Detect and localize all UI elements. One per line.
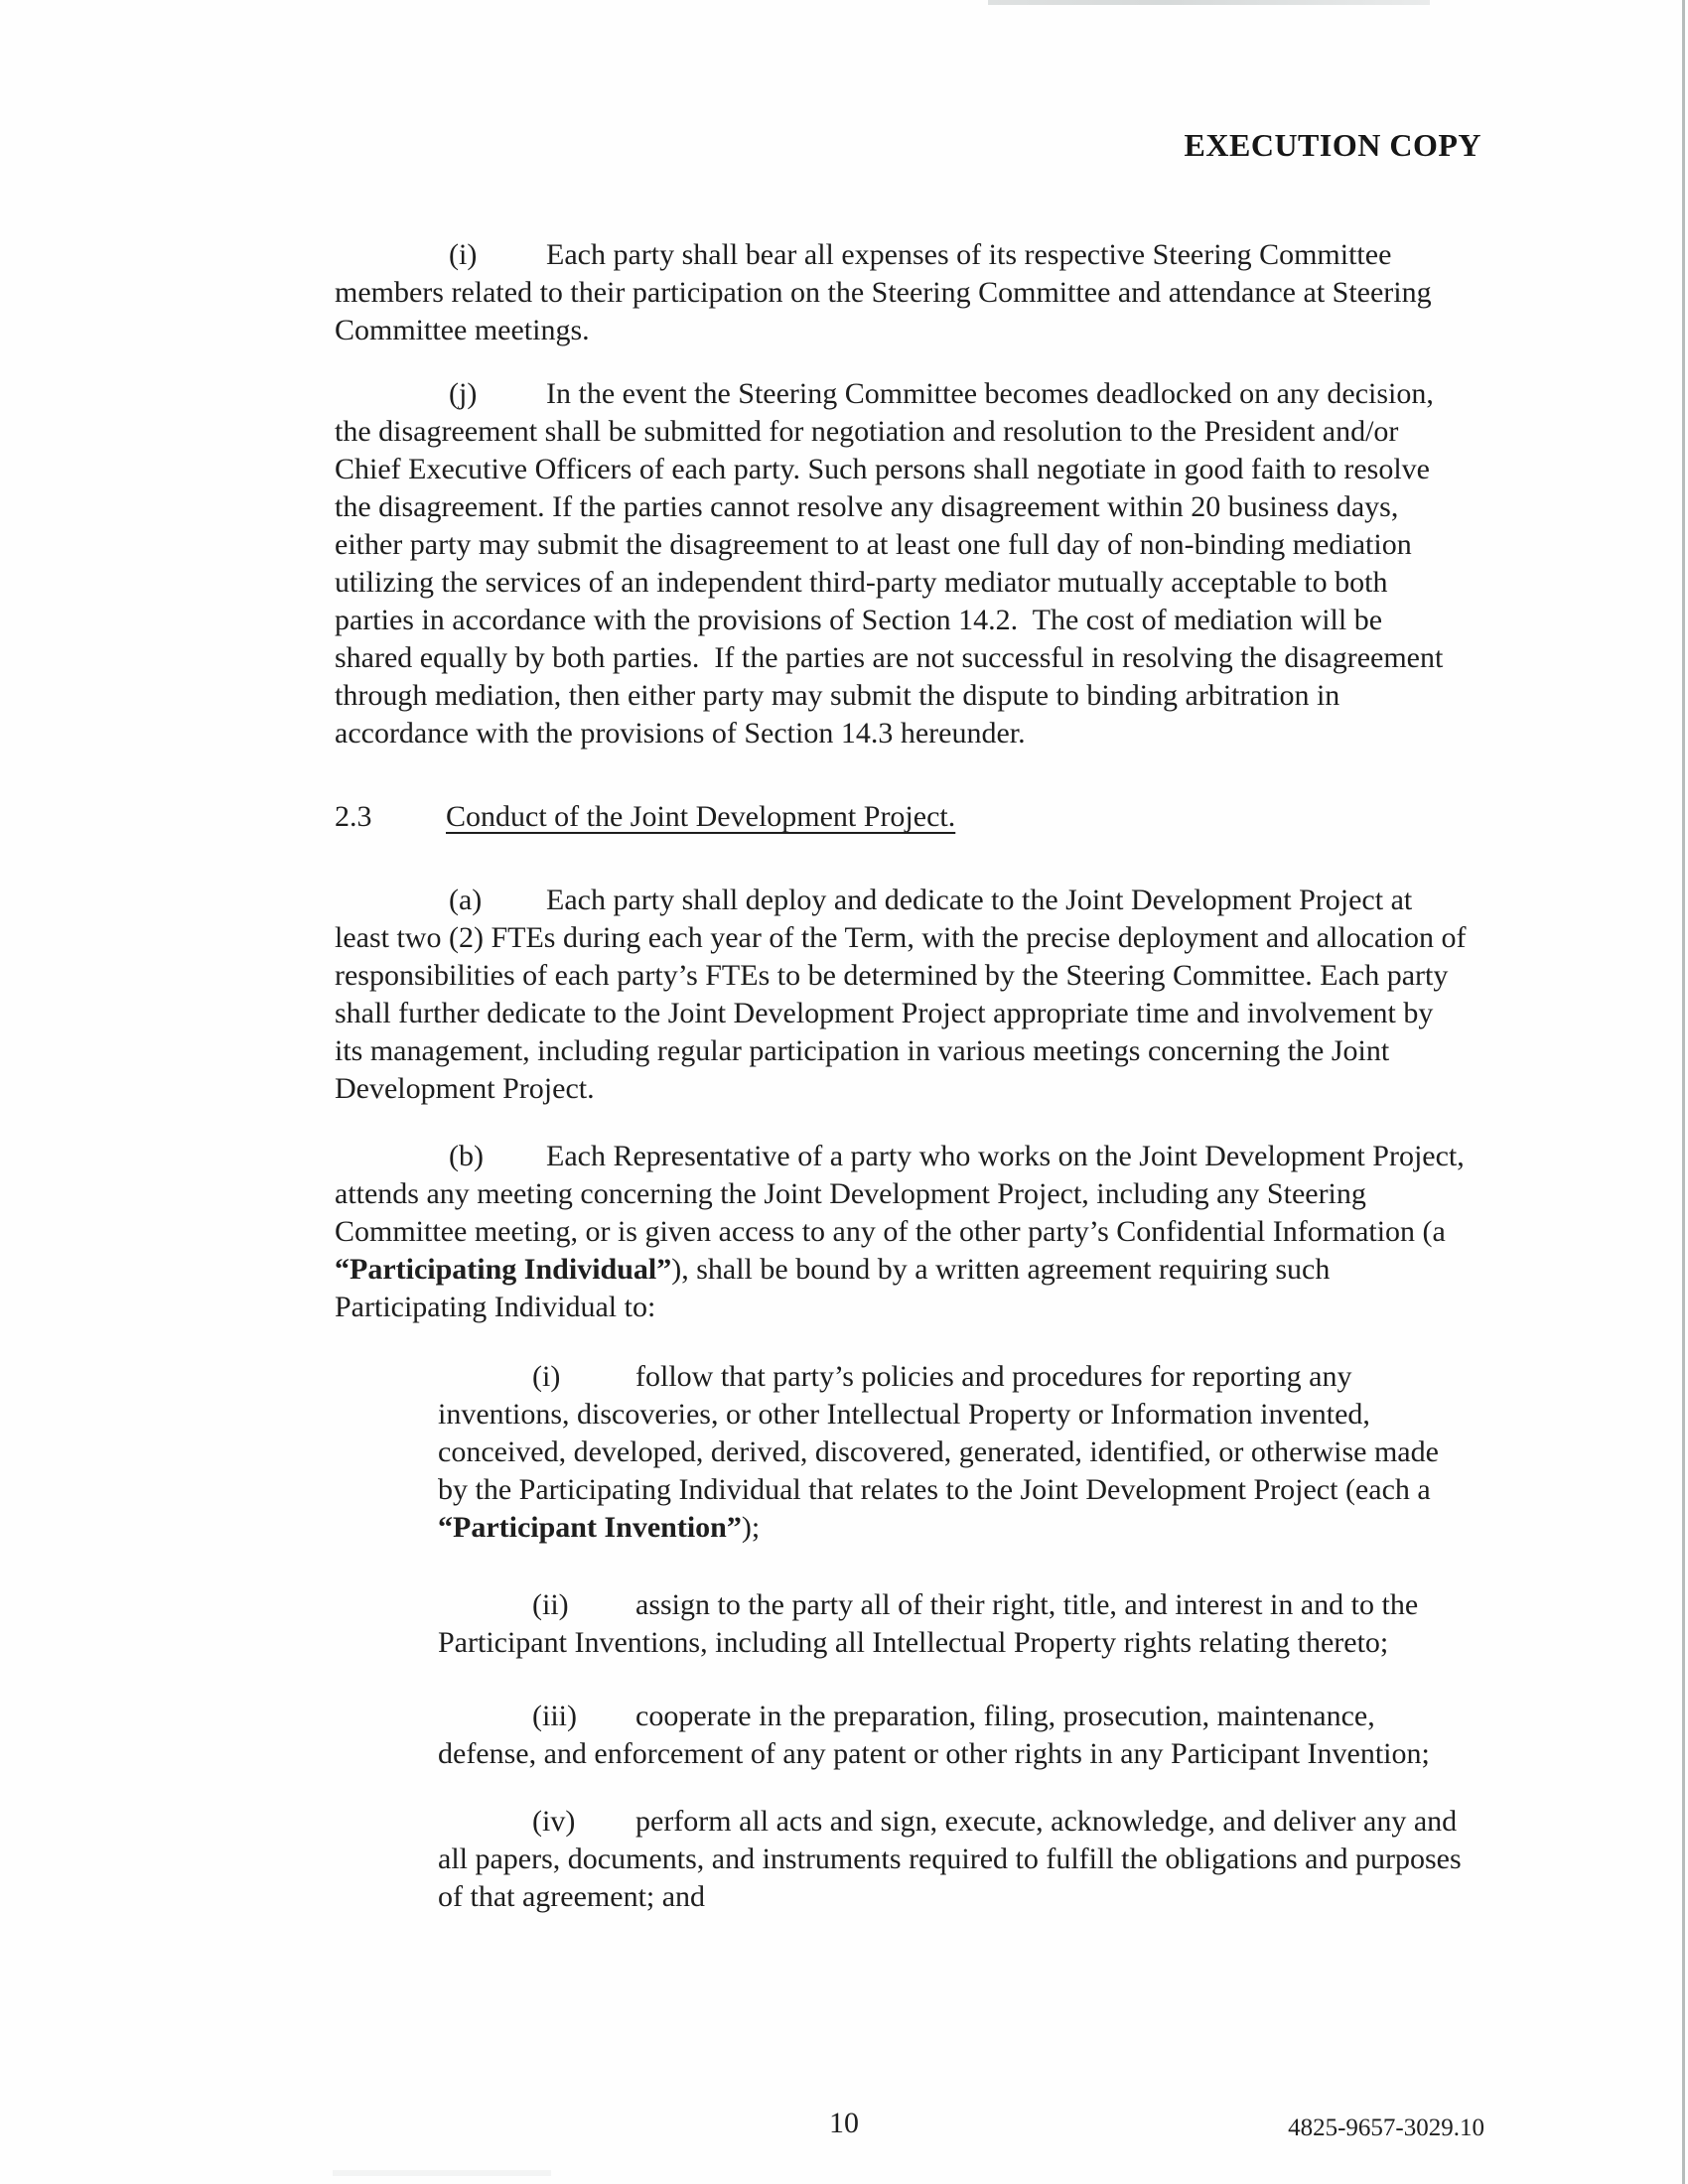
subparagraph-ii bbox=[438, 1586, 1467, 1662]
section-title: Conduct of the Joint Development Project. bbox=[446, 800, 956, 833]
paragraph-j-text: In the event the Steering Committee becomes deadlocked on any decision, the disagreement shall be submitted for negotiation and resolution to the President and/or Chief Executive Officers of each party. Such persons shall negotiate in good faith to resolve the disagreement. If the parties cannot resolve any disagreement within 20 business days, either party may submit the disagreement to at least one full day of non-binding mediation utilizing the services of an independent third-party mediator mutually acceptable to both parties in accordance with the provisions of Section 14.2. The cost of mediation will be shared equally by both parties. If the parties are not successful in resolving the disagreement through mediation, then either party may submit the dispute to binding arbitration in accordance with the provisions of Section 14.3 hereunder. bbox=[335, 377, 1451, 750]
subparagraph-i bbox=[438, 1358, 1467, 1547]
subparagraph-ii-text: assign to the party all of their right, title, and interest in and to the Participant Inventions, including all Intellectual Property rights relating thereto; bbox=[438, 1588, 1426, 1659]
paragraph-b bbox=[335, 1138, 1473, 1326]
paragraph-a-text: Each party shall deploy and dedicate to the Joint Development Project at least two (2) FTEs during each year of the Term, with the precise deployment and allocation of responsibilities of each party’s FTEs to be determined by the Steering Committee. Each party shall further dedicate to the Joint Development Project appropriate time and involvement by its management, including regular participation in various meetings concerning the Joint Development Project. bbox=[335, 884, 1474, 1105]
subparagraph-i-text-pre: follow that party’s policies and procedures for reporting any inventions, discoveries, or other Intellectual Property or Information invented, conceived, developed, derived, discovered, generated, identified, or otherwise made by the Participating Individual that relates to the Joint Development Project (each a bbox=[438, 1360, 1447, 1506]
subparagraph-ii-label: (ii) bbox=[532, 1588, 569, 1621]
subparagraph-iii-text: cooperate in the preparation, filing, prosecution, maintenance, defense, and enforcement of any patent or other rights in any Participant Invention; bbox=[438, 1700, 1430, 1770]
paragraph-j bbox=[335, 375, 1467, 752]
execution-copy-label: EXECUTION COPY bbox=[1184, 127, 1481, 163]
subparagraph-iv-text: perform all acts and sign, execute, acknowledge, and deliver any and all papers, documents, and instruments required to fulfill the obligations and purposes of that agreement; and bbox=[438, 1805, 1470, 1913]
section-heading-2-3 bbox=[335, 798, 1467, 836]
scan-artifact-top-streak bbox=[988, 0, 1430, 5]
paragraph-i-text: Each party shall bear all expenses of its respective Steering Committee members related to their participation on the Steering Committee and attendance at Steering Committee meetings. bbox=[335, 238, 1440, 346]
paragraph-b-text-post: ), shall be bound by a written agreement requiring such Participating Individual to: bbox=[335, 1253, 1337, 1323]
subparagraph-iii bbox=[438, 1698, 1467, 1773]
document-footer bbox=[0, 2107, 1688, 2156]
page-number: 10 bbox=[829, 2107, 859, 2139]
subparagraph-iv-label: (iv) bbox=[532, 1805, 576, 1838]
document-header bbox=[1185, 127, 1481, 164]
defined-term-participant-invention: “Participant Invention” bbox=[438, 1511, 742, 1544]
paragraph-j-label: (j) bbox=[449, 377, 478, 410]
paragraph-i bbox=[335, 236, 1467, 349]
paragraph-a-label: (a) bbox=[449, 884, 483, 916]
paragraph-i-label: (i) bbox=[449, 238, 478, 271]
section-number: 2.3 bbox=[335, 800, 372, 833]
paragraph-a bbox=[335, 882, 1474, 1108]
subparagraph-i-label: (i) bbox=[532, 1360, 561, 1393]
document-body bbox=[335, 236, 1474, 1916]
paragraph-b-label: (b) bbox=[449, 1140, 484, 1172]
scan-artifact-bottom-smudge bbox=[333, 2170, 551, 2176]
paragraph-b-text-pre: Each Representative of a party who works on the Joint Development Project, attends any meeting concerning the Joint Development Project, including any Steering Committee meeting, or is given access to any of the other party’s Confidential Information (a bbox=[335, 1140, 1473, 1248]
defined-term-participating-individual: “Participating Individual” bbox=[335, 1253, 672, 1286]
scan-artifact-right-edge bbox=[1682, 0, 1685, 2184]
subparagraph-iv bbox=[438, 1803, 1470, 1916]
document-control-number: 4825-9657-3029.10 bbox=[1288, 2115, 1484, 2141]
subparagraph-i-text-post: ); bbox=[741, 1511, 761, 1544]
subparagraph-iii-label: (iii) bbox=[532, 1700, 577, 1732]
